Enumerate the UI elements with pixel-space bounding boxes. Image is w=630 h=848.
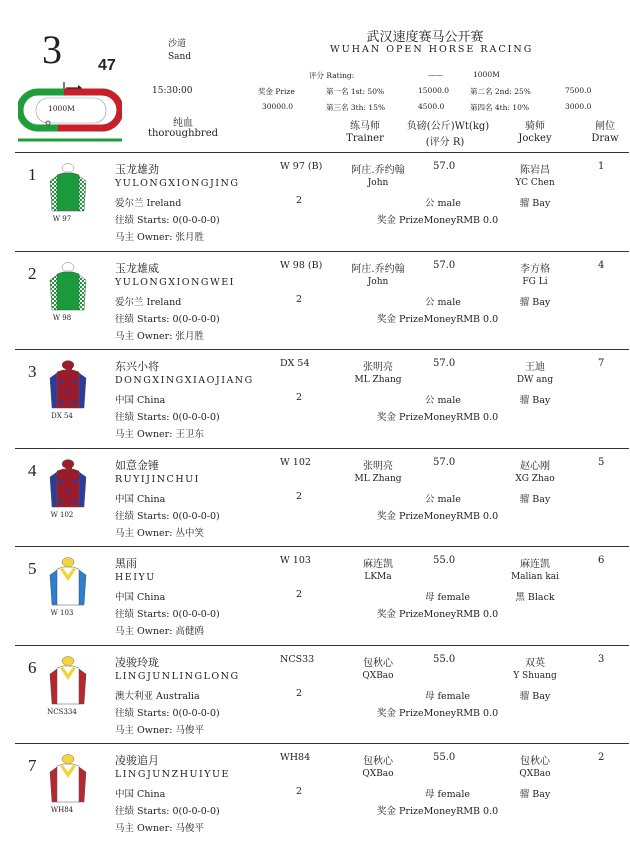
horse-name-en: YULONGXIONGJING — [115, 178, 240, 189]
horse-owner: 马主 Owner: 张月胜 — [115, 330, 204, 342]
carried-weight: 57.0 — [433, 259, 456, 271]
second-prize-label: 第二名 2nd: 25% — [470, 87, 531, 96]
horse-sex: 公 male — [425, 296, 461, 308]
carried-weight: 55.0 — [433, 555, 456, 566]
jockey-name-en: YC Chen — [515, 178, 555, 188]
third-prize-label: 第三名 3th: 15% — [326, 103, 386, 112]
horse-owner: 马主 Owner: 张月胜 — [115, 232, 204, 243]
surface-cn: 沙道 — [168, 39, 187, 49]
horse-color: 骝 Bay — [519, 789, 551, 800]
horse-origin: 中国 China — [115, 789, 166, 800]
horse-code: W 97 (B) — [280, 161, 323, 172]
trainer-name-en: ML Zhang — [354, 375, 402, 385]
horse-owner: 马主 Owner: 高健鸥 — [115, 626, 204, 637]
horse-origin: 中国 China — [115, 395, 166, 406]
horse-sex: 母 female — [425, 592, 470, 603]
horse-name-en: LINGJUNLINGLONG — [115, 670, 240, 682]
silk-code: NCS334 — [47, 707, 77, 716]
horse-name-en: LINGJUNZHUIYUE — [115, 769, 230, 780]
horse-code: WH84 — [280, 752, 311, 763]
jockey-name-en: XG Zhao — [515, 473, 555, 484]
horse-name-cn: 凌骏追月 — [115, 754, 159, 767]
jockey-header-cn: 骑师 — [525, 121, 545, 132]
horse-sex: 母 female — [425, 789, 470, 800]
horse-secondary-number: 2 — [296, 195, 303, 206]
trainer-name-en: QXBao — [362, 769, 394, 779]
jockey-name-cn: 双英 — [525, 657, 545, 669]
horse-origin: 爱尔兰 Ireland — [115, 296, 182, 308]
horse-sex: 公 male — [425, 198, 461, 209]
horse-color: 骝 Bay — [519, 198, 551, 209]
draw-header-cn: 闸位 — [595, 121, 615, 132]
jockey-name-cn: 李方格 — [520, 263, 550, 275]
trainer-name-en: LKMa — [364, 572, 392, 582]
horse-sex: 公 male — [425, 395, 461, 406]
breed-cn: 纯血 — [173, 118, 193, 129]
horse-secondary-number: 2 — [296, 589, 303, 600]
draw-number: 2 — [598, 752, 605, 763]
horse-name-en: YULONGXIONGWEI — [115, 276, 235, 288]
draw-number: 6 — [598, 555, 605, 566]
prize-total: 30000.0 — [262, 102, 294, 111]
runner-number: 2 — [28, 263, 37, 283]
runner-number: 6 — [28, 657, 37, 677]
trainer-name-cn: 包秋心 — [363, 657, 393, 669]
horse-color: 骝 Bay — [519, 690, 551, 702]
race-total: 47 — [98, 57, 116, 74]
runner-row[interactable] — [0, 646, 630, 743]
horse-name-en: DONGXINGXIAOJIANG — [115, 375, 254, 386]
surface-en: Sand — [168, 52, 192, 62]
prize-money: 奖金 PrizeMoneyRMB 0.0 — [377, 510, 499, 522]
draw-number: 3 — [598, 653, 605, 665]
horse-name-cn: 玉龙雄劲 — [115, 163, 159, 176]
horse-owner: 马主 Owner: 马俊平 — [115, 724, 204, 736]
jockey-name-cn: 赵心刚 — [520, 460, 550, 472]
horse-secondary-number: 2 — [296, 687, 303, 699]
prize-money: 奖金 PrizeMoneyRMB 0.0 — [377, 313, 499, 325]
track-diagram — [18, 80, 122, 146]
runner-row[interactable] — [0, 449, 630, 546]
silk-code: W 102 — [50, 510, 74, 519]
jockey-silk-icon — [48, 459, 88, 509]
jockey-silk-icon — [48, 262, 88, 312]
runner-number: 4 — [28, 460, 37, 480]
jockey-name-cn: 陈岩昌 — [520, 165, 550, 176]
horse-origin: 爱尔兰 Ireland — [115, 198, 182, 209]
jockey-name-cn: 包秋心 — [520, 756, 550, 767]
horse-code: NCS33 — [280, 653, 315, 665]
rating-value: —— — [428, 70, 443, 79]
horse-code: W 102 — [280, 456, 311, 468]
draw-header-en: Draw — [591, 133, 619, 144]
horse-color: 骝 Bay — [519, 493, 551, 505]
prize-money: 奖金 PrizeMoneyRMB 0.0 — [377, 609, 499, 620]
horse-code: W 98 (B) — [280, 259, 323, 271]
runner-number: 7 — [28, 756, 37, 775]
horse-secondary-number: 2 — [296, 786, 303, 797]
prize-money: 奖金 PrizeMoneyRMB 0.0 — [377, 707, 499, 719]
race-time: 15:30:00 — [152, 86, 193, 96]
carried-weight: 55.0 — [433, 752, 456, 763]
second-prize-amount: 7500.0 — [565, 86, 592, 95]
weight-header-cn: 负磅(公斤)Wt(kg) — [406, 121, 490, 132]
runner-number: 5 — [28, 559, 37, 578]
horse-owner: 马主 Owner: 丛中笑 — [115, 527, 204, 539]
horse-owner: 马主 Owner: 王卫东 — [115, 429, 204, 440]
silk-code: W 98 — [52, 313, 72, 322]
horse-name-cn: 凌骏玲珑 — [115, 655, 159, 669]
prize-money: 奖金 PrizeMoneyRMB 0.0 — [377, 806, 499, 817]
carried-weight: 57.0 — [433, 358, 456, 369]
horse-name-cn: 东兴小将 — [115, 360, 159, 373]
runner-number: 3 — [28, 362, 37, 381]
race-number: 3 — [42, 27, 62, 72]
race-title-cn: 武汉速度赛马公开赛 — [366, 30, 484, 45]
horse-color: 骝 Bay — [519, 395, 551, 406]
race-title-en: WUHAN OPEN HORSE RACING — [330, 44, 534, 55]
prize-money: 奖金 PrizeMoneyRMB 0.0 — [377, 412, 499, 423]
horse-secondary-number: 2 — [296, 490, 303, 502]
trainer-name-cn: 阿庄.乔约翰 — [351, 165, 405, 176]
horse-starts: 往绩 Starts: 0(0-0-0-0) — [115, 609, 220, 620]
first-prize-amount: 15000.0 — [418, 86, 450, 95]
draw-number: 4 — [598, 259, 605, 271]
fourth-prize-label: 第四名 4th: 10% — [470, 103, 530, 112]
horse-sex: 公 male — [425, 493, 461, 505]
carried-weight: 55.0 — [433, 653, 456, 665]
rating-label: 评分 Rating: — [309, 71, 355, 80]
jockey-silk-icon — [48, 754, 88, 804]
horse-origin: 澳大利亚 Australia — [115, 690, 200, 702]
track-distance-label: 1000M — [48, 104, 75, 113]
fourth-prize-amount: 3000.0 — [565, 102, 592, 111]
carried-weight: 57.0 — [433, 456, 456, 468]
carried-weight: 57.0 — [433, 161, 456, 172]
runner-row[interactable] — [0, 744, 630, 841]
first-prize-label: 第一名 1st: 50% — [326, 87, 385, 96]
horse-name-cn: 玉龙雄威 — [115, 261, 159, 275]
race-distance: 1000M — [473, 70, 500, 79]
trainer-header-cn: 练马师 — [350, 121, 380, 132]
horse-code: DX 54 — [280, 358, 310, 369]
trainer-name-en: John — [367, 276, 389, 287]
jockey-name-cn: 王迪 — [525, 362, 545, 373]
runner-row[interactable] — [0, 547, 630, 644]
prize-label: 奖金 Prize — [258, 87, 295, 96]
horse-owner: 马主 Owner: 马俊平 — [115, 823, 204, 834]
trainer-name-en: QXBao — [362, 670, 394, 681]
draw-number: 7 — [598, 358, 605, 369]
runner-row[interactable] — [0, 153, 630, 250]
horse-starts: 往绩 Starts: 0(0-0-0-0) — [115, 215, 220, 226]
trainer-name-cn: 张明亮 — [363, 362, 393, 373]
trainer-name-en: John — [367, 178, 389, 188]
jockey-silk-icon — [48, 656, 88, 706]
silk-code: WH84 — [50, 806, 74, 814]
trainer-name-cn: 张明亮 — [363, 460, 393, 472]
horse-starts: 往绩 Starts: 0(0-0-0-0) — [115, 510, 220, 522]
horse-code: W 103 — [280, 555, 311, 566]
runner-row[interactable] — [0, 252, 630, 349]
runner-row[interactable] — [0, 350, 630, 447]
jockey-silk-icon — [48, 360, 88, 410]
jockey-silk-icon — [48, 163, 88, 213]
horse-origin: 中国 China — [115, 493, 166, 505]
horse-starts: 往绩 Starts: 0(0-0-0-0) — [115, 806, 220, 817]
jockey-name-en: Malian kai — [510, 572, 560, 582]
draw-number: 1 — [598, 161, 605, 172]
prize-money: 奖金 PrizeMoneyRMB 0.0 — [377, 215, 499, 226]
horse-name-en: HEIYU — [115, 572, 156, 583]
horse-color: 黑 Black — [515, 592, 555, 603]
silk-code: DX 54 — [51, 412, 73, 420]
trainer-name-cn: 麻连凯 — [363, 559, 393, 570]
jockey-header-en: Jockey — [518, 133, 552, 144]
trainer-header-en: Trainer — [346, 133, 384, 144]
horse-name-cn: 如意金锤 — [115, 458, 159, 472]
trainer-name-cn: 阿庄.乔约翰 — [351, 263, 405, 275]
horse-starts: 往绩 Starts: 0(0-0-0-0) — [115, 707, 220, 719]
horse-name-cn: 黑雨 — [115, 557, 137, 570]
draw-number: 5 — [598, 456, 605, 468]
jockey-name-cn: 麻连凯 — [520, 559, 550, 570]
jockey-name-en: QXBao — [519, 769, 551, 779]
trainer-name-cn: 包秋心 — [363, 756, 393, 767]
third-prize-amount: 4500.0 — [418, 102, 445, 111]
horse-secondary-number: 2 — [296, 392, 303, 403]
jockey-name-en: Y Shuang — [513, 670, 557, 681]
horse-sex: 母 female — [425, 690, 470, 702]
horse-secondary-number: 2 — [296, 293, 303, 305]
jockey-silk-icon — [48, 557, 88, 607]
horse-starts: 往绩 Starts: 0(0-0-0-0) — [115, 313, 220, 325]
jockey-name-en: FG Li — [522, 276, 548, 287]
breed-en: thoroughbred — [147, 128, 219, 139]
silk-code: W 97 — [52, 215, 72, 223]
horse-name-en: RUYIJINCHUI — [115, 473, 200, 485]
silk-code: W 103 — [50, 609, 74, 617]
horse-color: 骝 Bay — [519, 296, 551, 308]
trainer-name-en: ML Zhang — [354, 473, 402, 484]
runner-number: 1 — [28, 165, 37, 184]
horse-starts: 往绩 Starts: 0(0-0-0-0) — [115, 412, 220, 423]
jockey-name-en: DW ang — [516, 375, 554, 385]
horse-origin: 中国 China — [115, 592, 166, 603]
weight-header-en: (评分 R) — [425, 137, 465, 148]
